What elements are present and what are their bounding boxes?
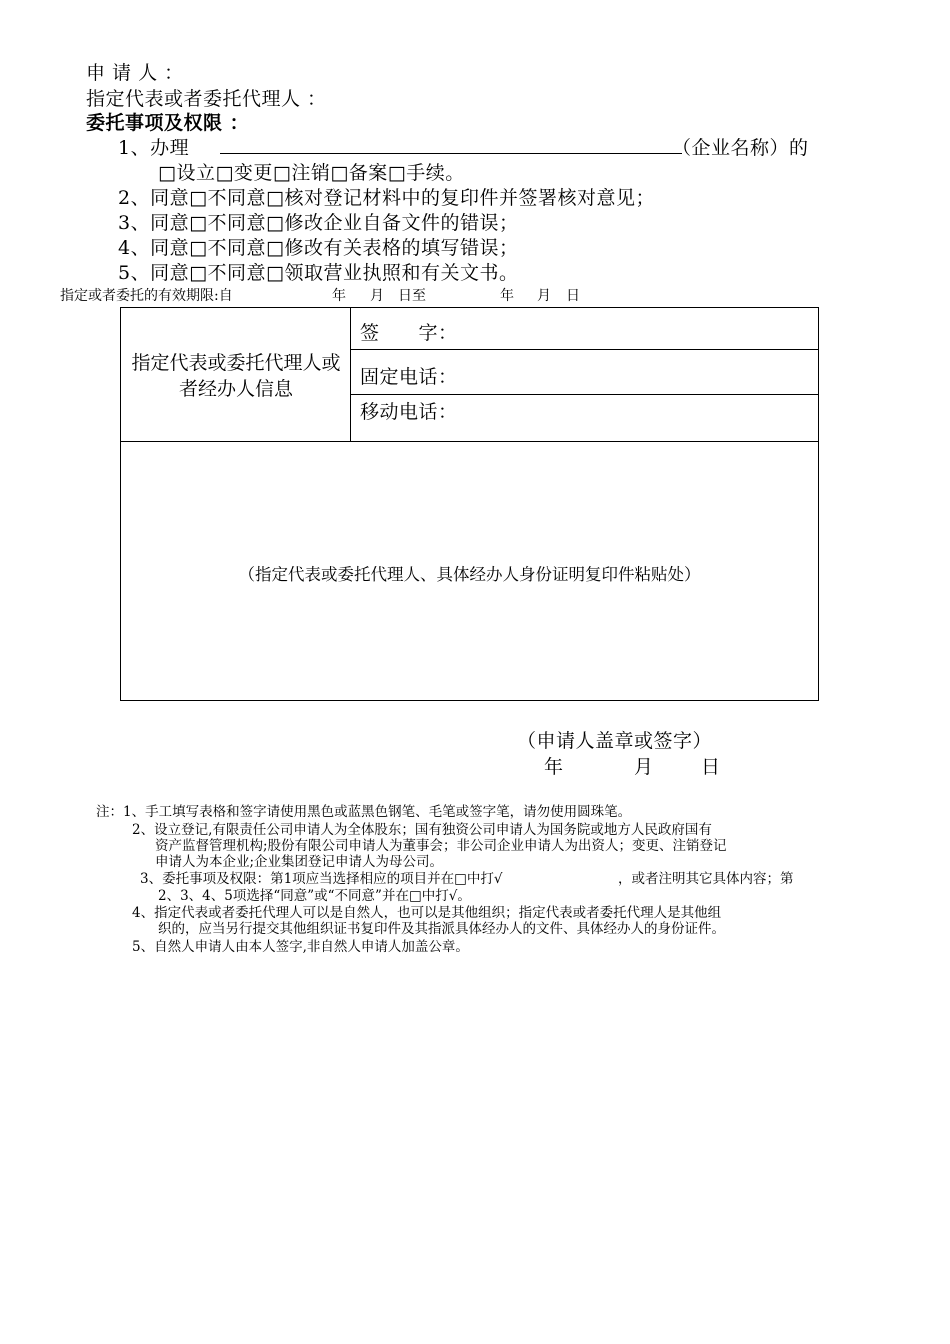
note-3a-prefix: 3、委托事项及权限：第1项应当选择相应的项目并在□中打√ [140,871,503,887]
validity-year1: 年 [332,288,346,304]
item4[interactable]: 4、同意□不同意□修改有关表格的填写错误； [118,237,519,259]
authority-label: 委托事项及权限 ： [86,112,250,134]
table-row-divider-2 [350,394,819,395]
mobile-label[interactable]: 移动电话： [360,401,458,423]
item3[interactable]: 3、同意□不同意□修改企业自备文件的错误； [118,212,519,234]
agent-label: 指定代表或者委托代理人 ： [86,88,327,110]
footer-year: 年 [544,756,564,778]
item1-prefix: 1、办理 [118,137,190,159]
validity-day2: 日 [566,288,580,304]
note-4a: 4、指定代表或者委托代理人可以是自然人，也可以是其他组织；指定代表或者委托代理人是其他组 [132,905,722,921]
agent-info-header: 指定代表或委托代理人或者经办人信息 [131,352,341,400]
note-1: 注：1、手工填写表格和签字请使用黑色或蓝黑色钢笔、毛笔或签字笔，请勿使用圆珠笔。 [96,804,632,820]
signature-label[interactable]: 签 字： [360,322,458,344]
footer-day: 日 [701,756,721,778]
note-3a-suffix: ，或者注明其它具体内容；第 [618,871,794,887]
stamp-label: （申请人盖章或签字） [517,730,713,752]
validity-label: 指定或者委托的有效期限:自 [60,288,233,304]
footer-month: 月 [634,756,654,778]
note-2a: 2、设立登记,有限责任公司申请人为全体股东；国有独资公司申请人为国务院或地方人民政府国有 [132,822,712,838]
validity-month2: 月 [537,288,551,304]
table-row-divider-1 [350,349,819,350]
company-name-field[interactable] [220,153,682,154]
note-3b: 2、3、4、5项选择“同意”或“不同意”并在□中打√。 [158,888,471,904]
note-2b: 资产监督管理机构;股份有限公司申请人为董事会；非公司企业申请人为出资人；变更、注销登记 [155,838,727,854]
note-2c: 申请人为本企业;企业集团登记申请人为母公司。 [155,854,444,870]
validity-day-to: 日至 [398,288,426,304]
table-divider-vertical [350,307,351,442]
item2[interactable]: 2、同意□不同意□核对登记材料中的复印件并签署核对意见； [118,187,655,209]
validity-year2: 年 [500,288,514,304]
item5[interactable]: 5、同意□不同意□领取营业执照和有关文书。 [118,262,519,284]
applicant-label: 申 请 人 ： [86,62,184,84]
item1-options[interactable]: □设立□变更□注销□备案□手续。 [158,162,465,184]
validity-month1: 月 [370,288,384,304]
table-row-divider-3 [120,441,819,442]
note-4b: 织的，应当另行提交其他组织证书复印件及其指派具体经办人的文件、具体经办人的身份证件。 [158,921,725,937]
landline-label[interactable]: 固定电话： [360,366,458,388]
id-paste-area-text: （指定代表或委托代理人、具体经办人身份证明复印件粘贴处） [238,565,701,584]
note-5: 5、自然人申请人由本人签字,非自然人申请人加盖公章。 [132,939,469,955]
item1-suffix: （企业名称）的 [672,137,809,159]
